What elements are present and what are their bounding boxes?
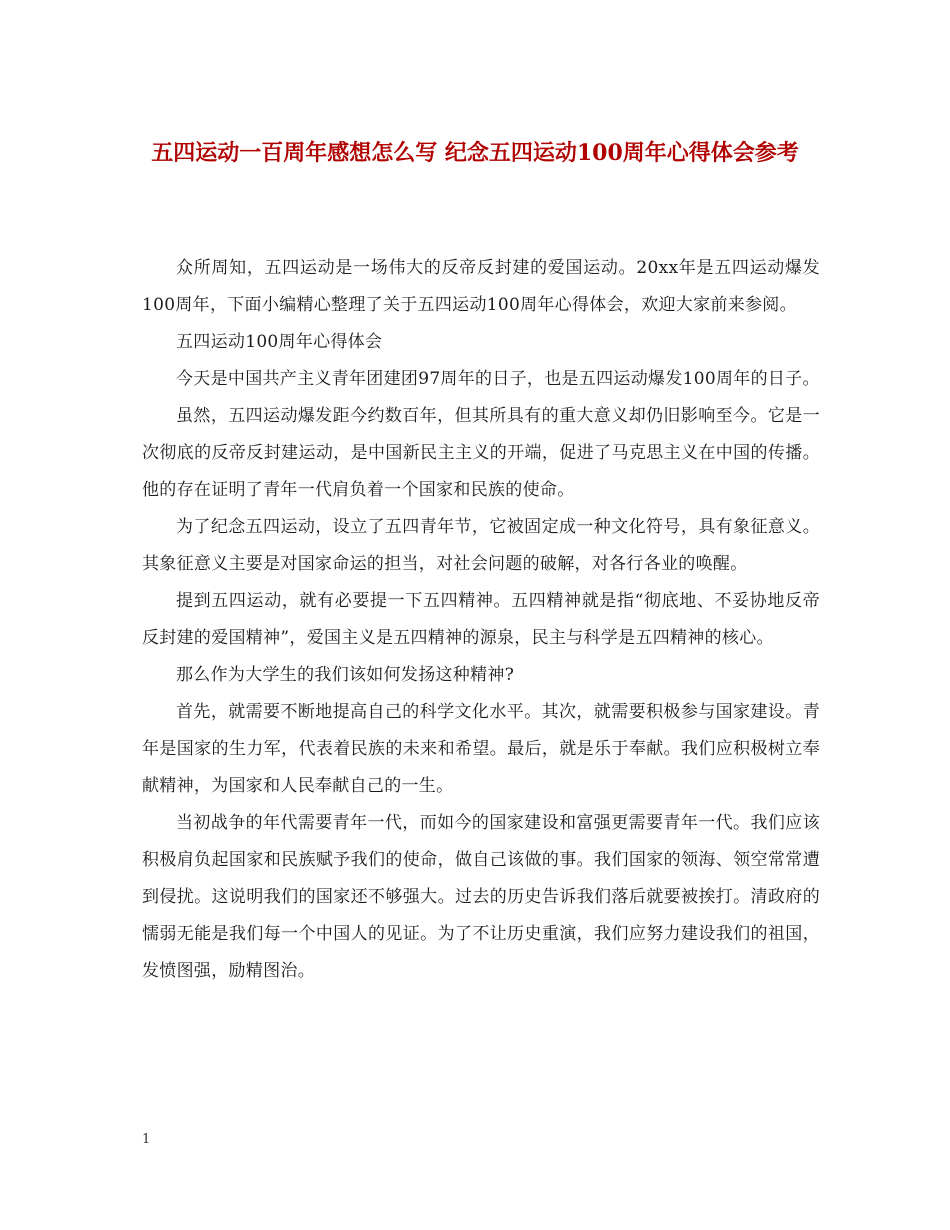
document-title: 五四运动一百周年感想怎么写 纪念五四运动100周年心得体会参考 xyxy=(151,140,799,166)
paragraph-conclusion: 当初战争的年代需要青年一代，而如今的国家建设和富强更需要青年一代。我们应该积极肩负起国家和民族赋予我们的使命，做自己该做的事。我们国家的领海、领空常常遭到侵扰。这说明我们的国家还不够强大。过去的历史告诉我们落后就要被挨打。清政府的懦弱无能是我们每一个中国人的见证。为了不让历史重演，我们应努力建设我们的祖国，发愤图强，励精图治。 xyxy=(142,813,820,981)
paragraph-significance: 虽然，五四运动爆发距今约数百年，但其所具有的重大意义却仍旧影响至今。它是一次彻底的反帝反封建运动，是中国新民主主义的开端，促进了马克思主义在中国的传播。他的存在证明了青年一代肩负着一个国家和民族的使命。 xyxy=(142,406,820,500)
paragraph-youth-day: 为了纪念五四运动，设立了五四青年节，它被固定成一种文化符号，具有象征意义。其象征意义主要是对国家命运的担当，对社会问题的破解，对各行各业的唤醒。 xyxy=(142,517,820,574)
paragraph-actions: 首先，就需要不断地提高自己的科学文化水平。其次，就需要积极参与国家建设。青年是国家的生力军，代表着民族的未来和希望。最后，就是乐于奉献。我们应积极树立奉献精神，为国家和人民奉献自己的一生。 xyxy=(142,702,820,796)
paragraph-spirit: 提到五四运动，就有必要提一下五四精神。五四精神就是指“彻底地、不妥协地反帝反封建的爱国精神”，爱国主义是五四精神的源泉，民主与科学是五四精神的核心。 xyxy=(142,591,820,648)
paragraph-intro: 众所周知，五四运动是一场伟大的反帝反封建的爱国运动。20xx年是五四运动爆发100周年，下面小编精心整理了关于五四运动100周年心得体会，欢迎大家前来参阅。 xyxy=(142,258,820,315)
paragraph-subheading: 五四运动100周年心得体会 xyxy=(176,332,383,352)
paragraph-question: 那么作为大学生的我们该如何发扬这种精神? xyxy=(176,665,515,685)
paragraph-today: 今天是中国共产主义青年团建团97周年的日子，也是五四运动爆发100周年的日子。 xyxy=(176,369,820,389)
document-body xyxy=(142,250,820,990)
page-number: 1 xyxy=(142,1132,151,1147)
